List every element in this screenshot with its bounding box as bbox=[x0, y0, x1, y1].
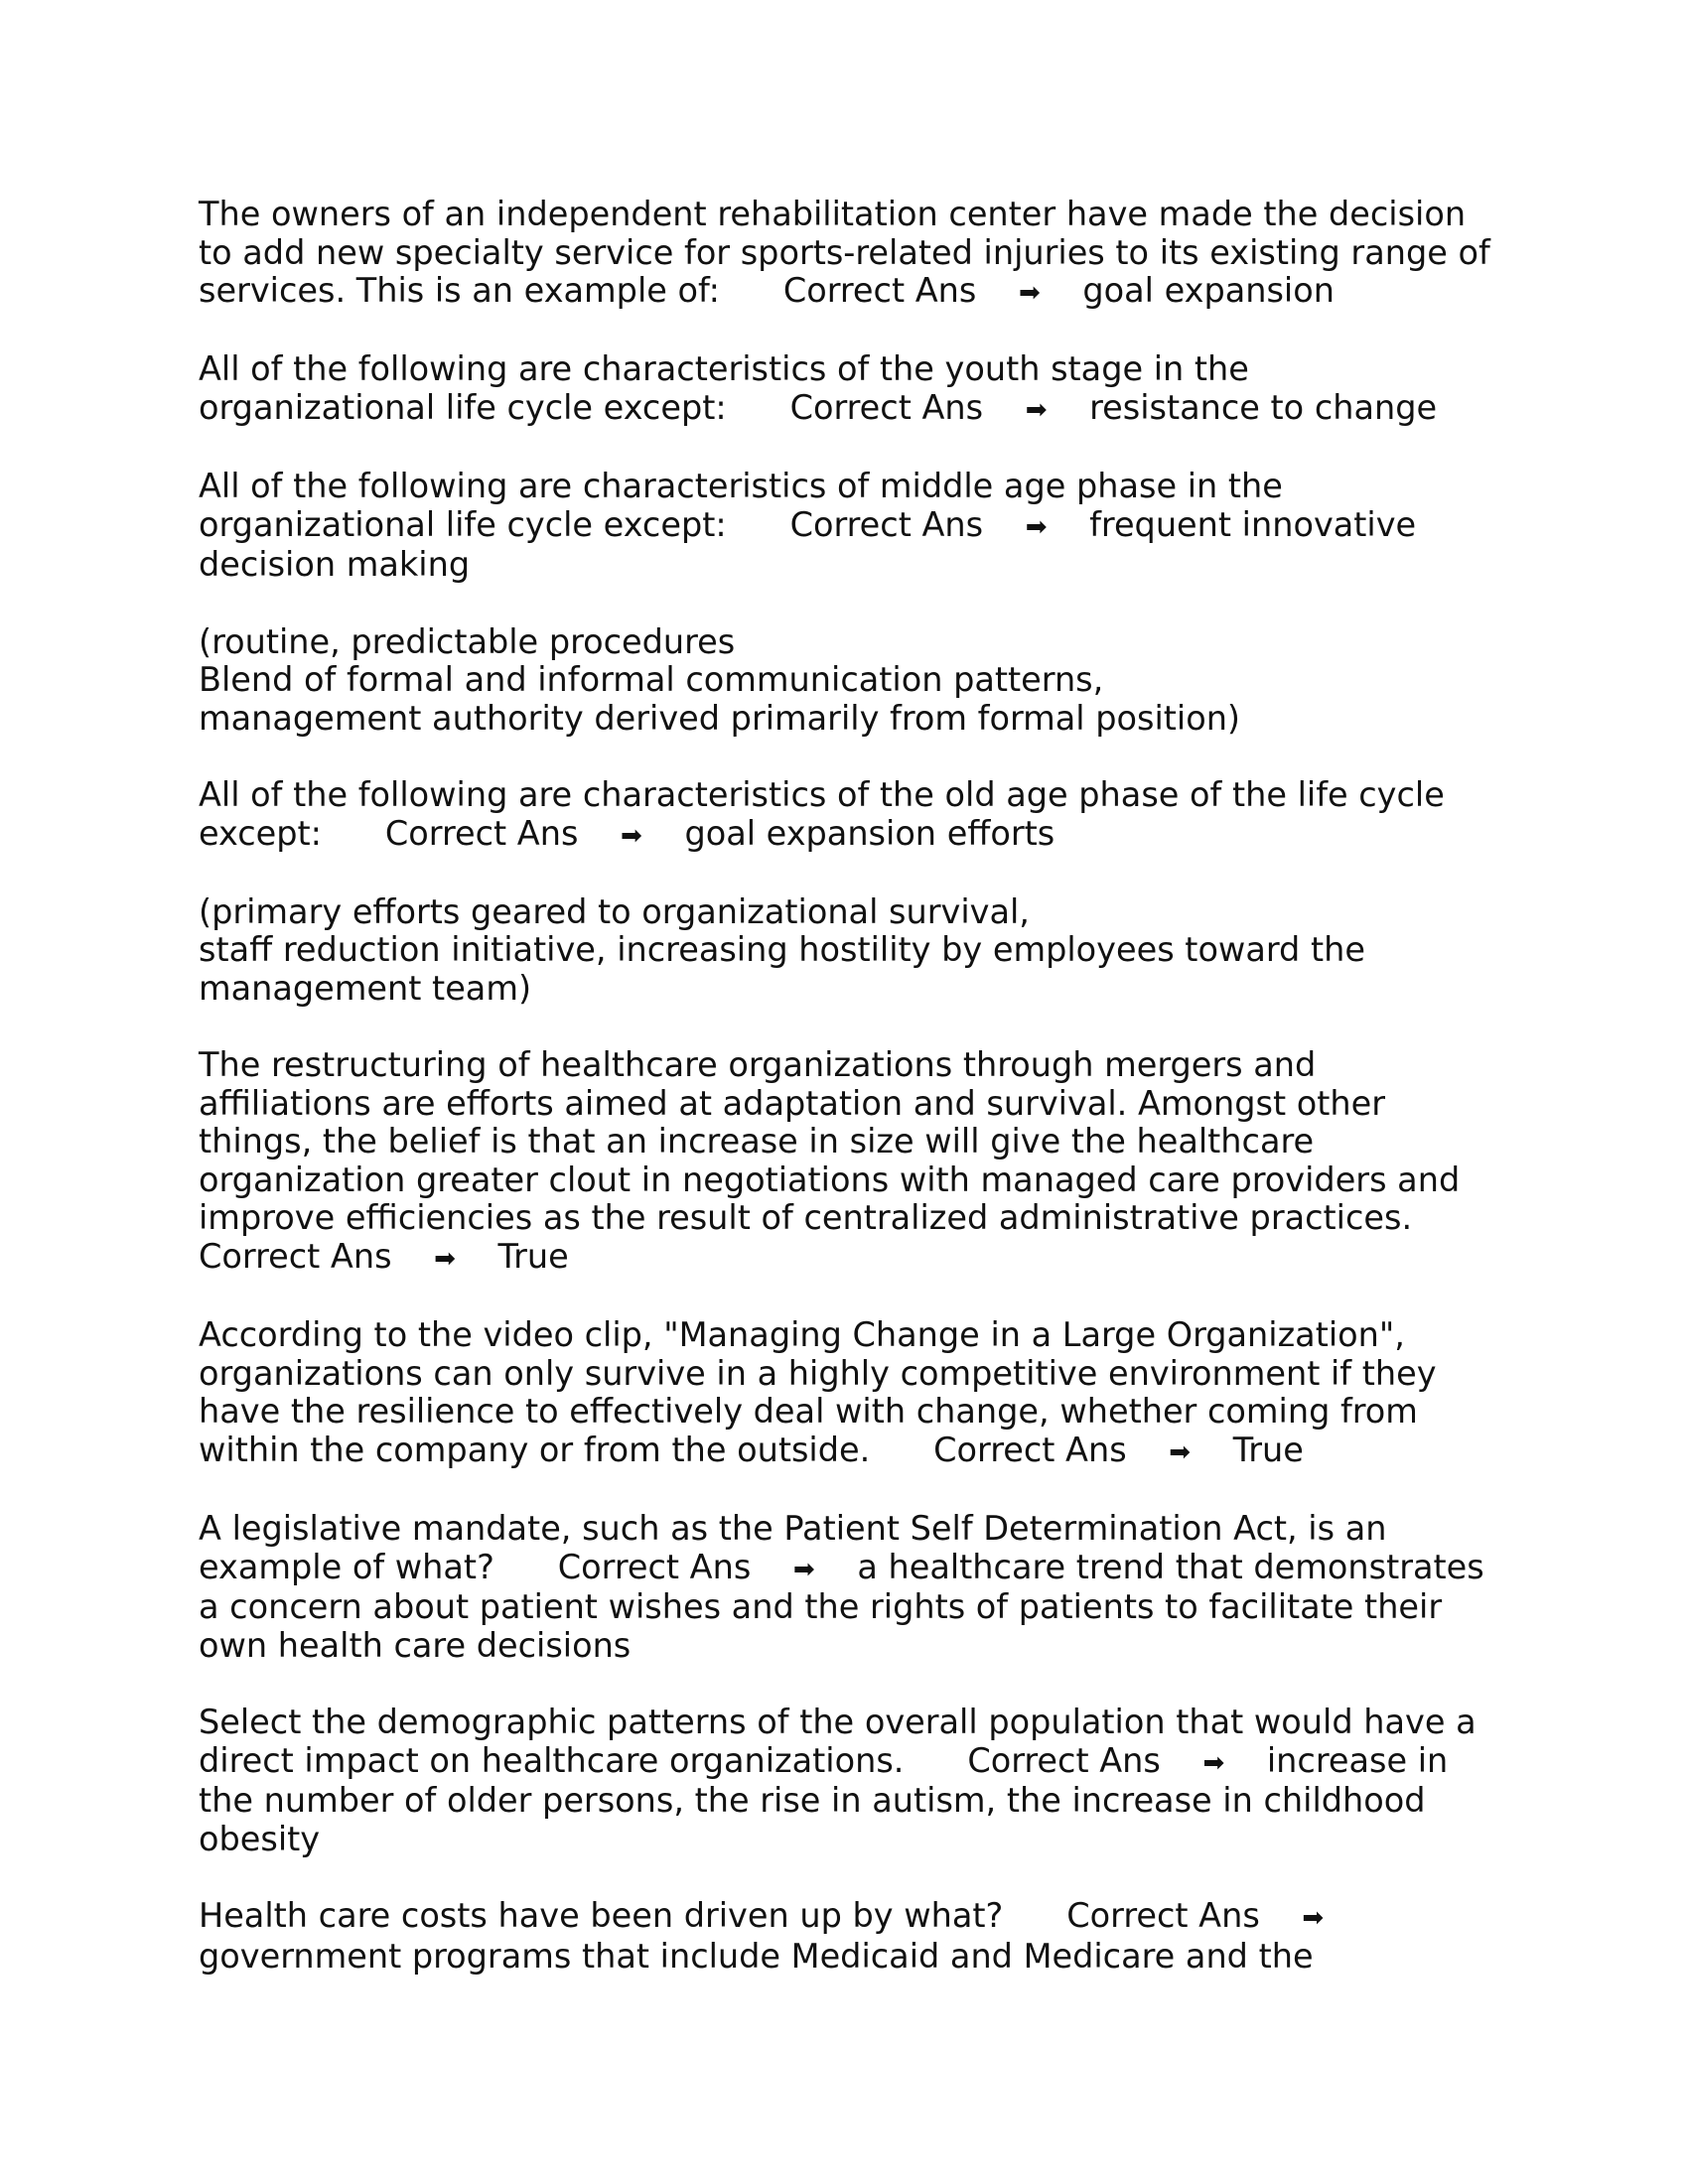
question-text: services. This is an example of: bbox=[199, 271, 720, 311]
right-arrow-icon: ➡ bbox=[1169, 1437, 1192, 1467]
question-block bbox=[199, 1510, 1509, 1665]
right-arrow-icon: ➡ bbox=[1025, 394, 1048, 425]
question-line bbox=[199, 350, 1509, 389]
question-text: The restructuring of healthcare organizations through mergers and bbox=[199, 1045, 1317, 1085]
answer-line: obesity bbox=[199, 1819, 321, 1858]
note-line: staff reduction initiative, increasing hostility by employees toward the bbox=[199, 930, 1365, 970]
question-text: Health care costs have been driven up by what? bbox=[199, 1896, 1004, 1936]
question-text: to add new specialty service for sports-related injuries to its existing range of bbox=[199, 232, 1490, 272]
answer-text: goal expansion bbox=[1082, 271, 1335, 311]
question-block bbox=[199, 196, 1509, 313]
question-text: All of the following are characteristics of the old age phase of the life cycle bbox=[199, 774, 1445, 814]
question-text: affiliations are efforts aimed at adaptation and survival. Amongst other bbox=[199, 1083, 1385, 1123]
answer-line: a concern about patient wishes and the rights of patients to facilitate their bbox=[199, 1587, 1443, 1627]
question-text: direct impact on healthcare organizations. bbox=[199, 1740, 905, 1780]
question-block bbox=[199, 1046, 1509, 1279]
note-block bbox=[199, 623, 1509, 739]
note-line: Blend of formal and informal communication patterns, bbox=[199, 660, 1104, 700]
question-block bbox=[199, 1316, 1509, 1471]
answer-line: own health care decisions bbox=[199, 1625, 632, 1665]
correct-answer-label: Correct Ans bbox=[782, 271, 977, 311]
answer-text: goal expansion efforts bbox=[684, 813, 1055, 853]
answer-prefix bbox=[1066, 1896, 1366, 1935]
note-line: (primary efforts geared to organizational survival, bbox=[199, 891, 1030, 931]
question-line bbox=[199, 815, 1509, 856]
answer-text: a healthcare trend that demonstrates bbox=[857, 1547, 1484, 1586]
note-line: management team) bbox=[199, 968, 532, 1008]
note-line: (routine, predictable procedures bbox=[199, 621, 736, 661]
answer-prefix bbox=[933, 1431, 1233, 1469]
question-text: organizational life cycle except: bbox=[199, 504, 727, 544]
question-block bbox=[199, 468, 1509, 585]
answer-prefix bbox=[790, 388, 1090, 427]
question-block bbox=[199, 1704, 1509, 1858]
question-text: except: bbox=[199, 813, 322, 853]
question-text: Select the demographic patterns of the overall population that would have a bbox=[199, 1703, 1477, 1742]
question-line bbox=[199, 1897, 1509, 1938]
answer-prefix bbox=[783, 271, 1083, 310]
question-line bbox=[199, 1085, 1509, 1124]
question-text: have the resilience to effectively deal with change, whether coming from bbox=[199, 1392, 1418, 1432]
question-line bbox=[199, 1393, 1509, 1432]
answer-text: True bbox=[1232, 1431, 1304, 1469]
note-block bbox=[199, 893, 1509, 1009]
question-text: All of the following are characteristics of the youth stage in the bbox=[199, 349, 1249, 389]
question-text: The owners of an independent rehabilitation center have made the decision bbox=[199, 195, 1467, 233]
answer-prefix bbox=[385, 814, 685, 853]
right-arrow-icon: ➡ bbox=[1302, 1903, 1325, 1934]
question-line bbox=[199, 234, 1509, 273]
right-arrow-icon: ➡ bbox=[792, 1554, 815, 1584]
question-line bbox=[199, 196, 1509, 234]
right-arrow-icon: ➡ bbox=[1025, 511, 1048, 542]
note-line: management authority derived primarily from formal position) bbox=[199, 698, 1241, 738]
document-body bbox=[199, 196, 1509, 2014]
question-line bbox=[199, 1161, 1509, 1200]
question-line bbox=[199, 1704, 1509, 1742]
question-text: organization greater clout in negotiations with managed care providers and bbox=[199, 1160, 1461, 1199]
correct-answer-label: Correct Ans bbox=[384, 813, 579, 853]
correct-answer-label: Correct Ans bbox=[967, 1740, 1161, 1780]
question-line bbox=[199, 1316, 1509, 1355]
correct-answer-label: Correct Ans bbox=[199, 1237, 392, 1277]
answer-text: True bbox=[497, 1237, 569, 1277]
answer-line: decision making bbox=[199, 545, 471, 585]
question-text: According to the video clip, "Managing Change in a Large Organization", bbox=[199, 1315, 1405, 1355]
question-line bbox=[199, 1742, 1509, 1783]
answer-text: increase in bbox=[1266, 1740, 1449, 1780]
answer-text: frequent innovative bbox=[1089, 504, 1417, 544]
right-arrow-icon: ➡ bbox=[1202, 1747, 1225, 1778]
question-line bbox=[199, 272, 1509, 313]
right-arrow-icon: ➡ bbox=[1018, 278, 1041, 309]
correct-answer-label: Correct Ans bbox=[789, 504, 984, 544]
question-line bbox=[199, 506, 1509, 547]
answer-text: resistance to change bbox=[1089, 387, 1438, 427]
correct-answer-label: Correct Ans bbox=[789, 387, 984, 427]
question-text: within the company or from the outside. bbox=[199, 1431, 871, 1469]
question-line bbox=[199, 776, 1509, 815]
answer-prefix bbox=[967, 1741, 1267, 1780]
question-block bbox=[199, 776, 1509, 855]
answer-line: the number of older persons, the rise in autism, the increase in childhood bbox=[199, 1781, 1426, 1821]
question-text: organizational life cycle except: bbox=[199, 387, 727, 427]
answer-line bbox=[199, 1238, 1509, 1279]
question-line bbox=[199, 1510, 1509, 1549]
answer-line: government programs that include Medicaid and Medicare and the bbox=[199, 1936, 1314, 1976]
correct-answer-label: Correct Ans bbox=[933, 1431, 1127, 1469]
question-line bbox=[199, 1199, 1509, 1238]
question-line bbox=[199, 389, 1509, 430]
question-line bbox=[199, 1123, 1509, 1161]
answer-prefix bbox=[199, 1237, 498, 1276]
question-line bbox=[199, 1046, 1509, 1085]
question-text: organizations can only survive in a highly competitive environment if they bbox=[199, 1353, 1437, 1393]
answer-prefix bbox=[790, 505, 1090, 544]
correct-answer-label: Correct Ans bbox=[557, 1547, 752, 1586]
question-text: things, the belief is that an increase in size will give the healthcare bbox=[199, 1122, 1315, 1161]
question-block bbox=[199, 350, 1509, 429]
question-line bbox=[199, 1549, 1509, 1589]
correct-answer-label: Correct Ans bbox=[1066, 1896, 1260, 1936]
question-text: A legislative mandate, such as the Patient Self Determination Act, is an bbox=[199, 1509, 1387, 1549]
question-line bbox=[199, 1355, 1509, 1394]
question-text: improve efficiencies as the result of centralized administrative practices. bbox=[199, 1198, 1413, 1238]
right-arrow-icon: ➡ bbox=[434, 1244, 456, 1275]
answer-prefix bbox=[558, 1548, 858, 1586]
question-line bbox=[199, 468, 1509, 506]
question-text: example of what? bbox=[199, 1547, 494, 1586]
right-arrow-icon: ➡ bbox=[621, 820, 642, 851]
question-block bbox=[199, 1897, 1509, 1976]
question-text: All of the following are characteristics of middle age phase in the bbox=[199, 467, 1283, 506]
question-line bbox=[199, 1432, 1509, 1472]
